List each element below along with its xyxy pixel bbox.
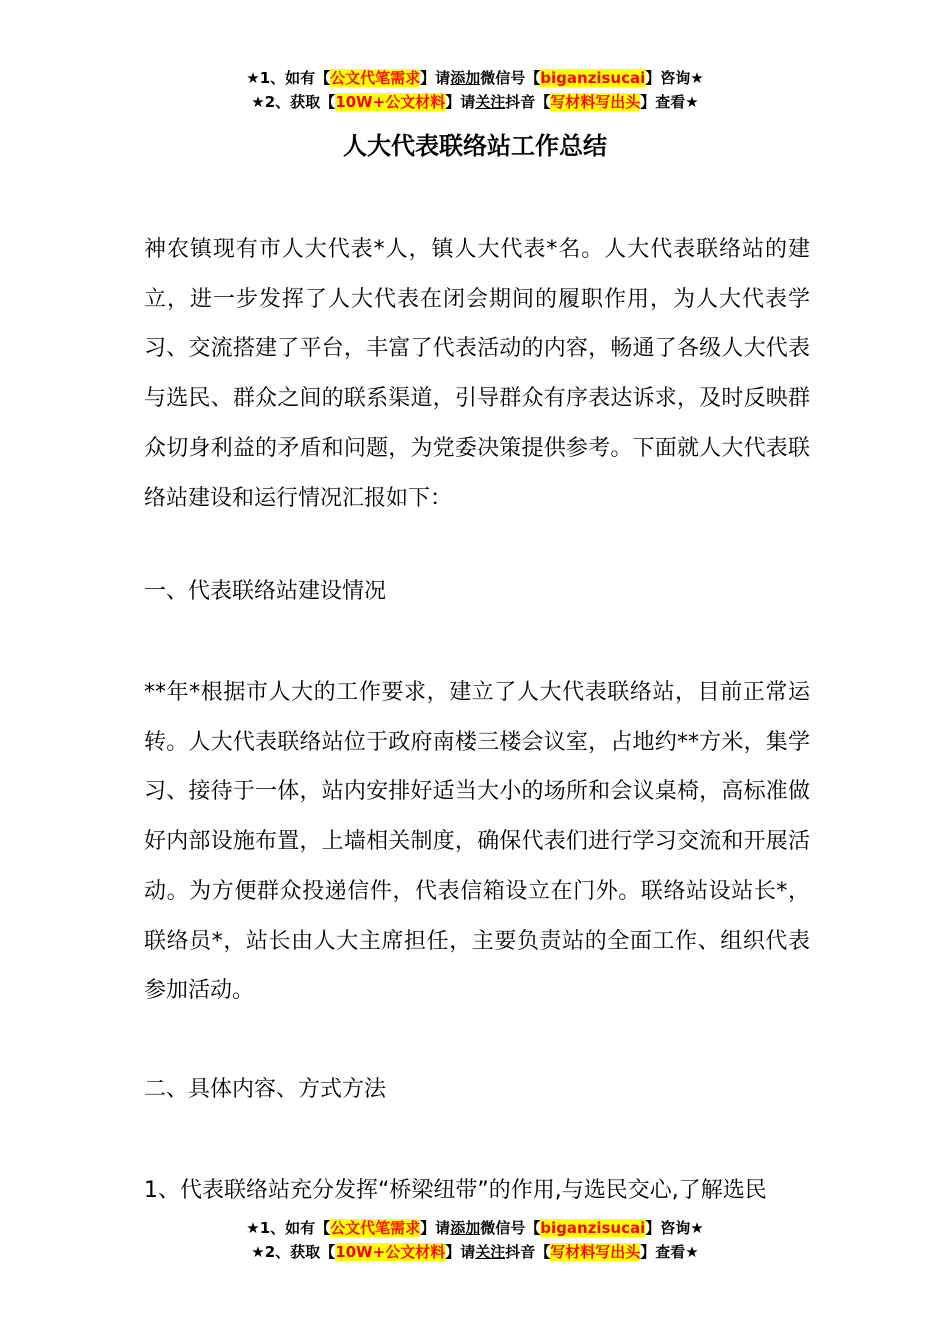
- banner-text: 】请: [445, 93, 476, 111]
- banner-text: 微信号【: [480, 69, 541, 87]
- banner-highlight: 写材料写出头: [550, 93, 641, 111]
- banner-text: 】请: [420, 69, 451, 87]
- paragraph-item-1: 1、代表联络站充分发挥“桥梁纽带”的作用,与选民交心,了解选民: [144, 1178, 767, 1203]
- banner-highlight: 10W+公文材料: [335, 93, 446, 111]
- banner-text: 】请: [445, 1243, 476, 1261]
- banner-highlight: 写材料写出头: [550, 1243, 641, 1261]
- banner-text: 抖音【: [505, 93, 551, 111]
- banner-text: 抖音【: [505, 1243, 551, 1261]
- section-heading-1: 一、代表联络站建设情况: [144, 579, 387, 604]
- banner-underline: 关注: [475, 1243, 506, 1261]
- banner-text: ★2、获取【: [251, 1243, 336, 1261]
- banner-text: 微信号【: [480, 1219, 541, 1237]
- banner-line-1: [0, 1216, 950, 1240]
- banner-underline: 关注: [475, 93, 506, 111]
- paragraph-construction: **年*根据市人大的工作要求，建立了人大代表联络站，目前正常运转。人大代表联络站位于政府南楼三楼会议室，占地约**方米，集学习、接待于一体，站内安排好适当大小的场所和会议桌椅，高标准做好内部设施布置，上墙相关制度，确保代表们进行学习交流和开展活动。为方便群众投递信件，代表信箱设立在门外。联络站设站长*，联络员*，站长由人大主席担任，主要负责站的全面工作、组织代表参加活动。: [144, 680, 810, 1004]
- banner-line-1: [0, 66, 950, 90]
- banner-highlight: 10W+公文材料: [335, 1243, 446, 1261]
- banner-text: 】查看★: [640, 1243, 699, 1261]
- footer-banner: [0, 1216, 950, 1264]
- document-title: 人大代表联络站工作总结: [343, 132, 607, 160]
- banner-line-2: [0, 90, 950, 114]
- header-banner: [0, 66, 950, 114]
- banner-text: 】咨询★: [645, 69, 704, 87]
- banner-highlight: 公文代笔需求: [330, 69, 421, 87]
- paragraph-intro: 神农镇现有市人大代表*人，镇人大代表*名。人大代表联络站的建立，进一步发挥了人大代表在闭会期间的履职作用，为人大代表学习、交流搭建了平台，丰富了代表活动的内容，畅通了各级人大代表与选民、群众之间的联系渠道，引导群众有序表达诉求，及时反映群众切身利益的矛盾和问题，为党委决策提供参考。下面就人大代表联络站建设和运行情况汇报如下：: [144, 237, 810, 511]
- banner-highlight: biganzisucai: [540, 1219, 646, 1237]
- banner-text: 】咨询★: [645, 1219, 704, 1237]
- section-heading-2: 二、具体内容、方式方法: [144, 1077, 387, 1102]
- banner-text: 】请: [420, 1219, 451, 1237]
- banner-highlight: biganzisucai: [540, 69, 646, 87]
- banner-highlight: 公文代笔需求: [330, 1219, 421, 1237]
- banner-text: ★1、如有【: [246, 1219, 331, 1237]
- banner-line-2: [0, 1240, 950, 1264]
- banner-underline: 添加: [450, 1219, 481, 1237]
- banner-text: ★2、获取【: [251, 93, 336, 111]
- banner-text: ★1、如有【: [246, 69, 331, 87]
- banner-underline: 添加: [450, 69, 481, 87]
- banner-text: 】查看★: [640, 93, 699, 111]
